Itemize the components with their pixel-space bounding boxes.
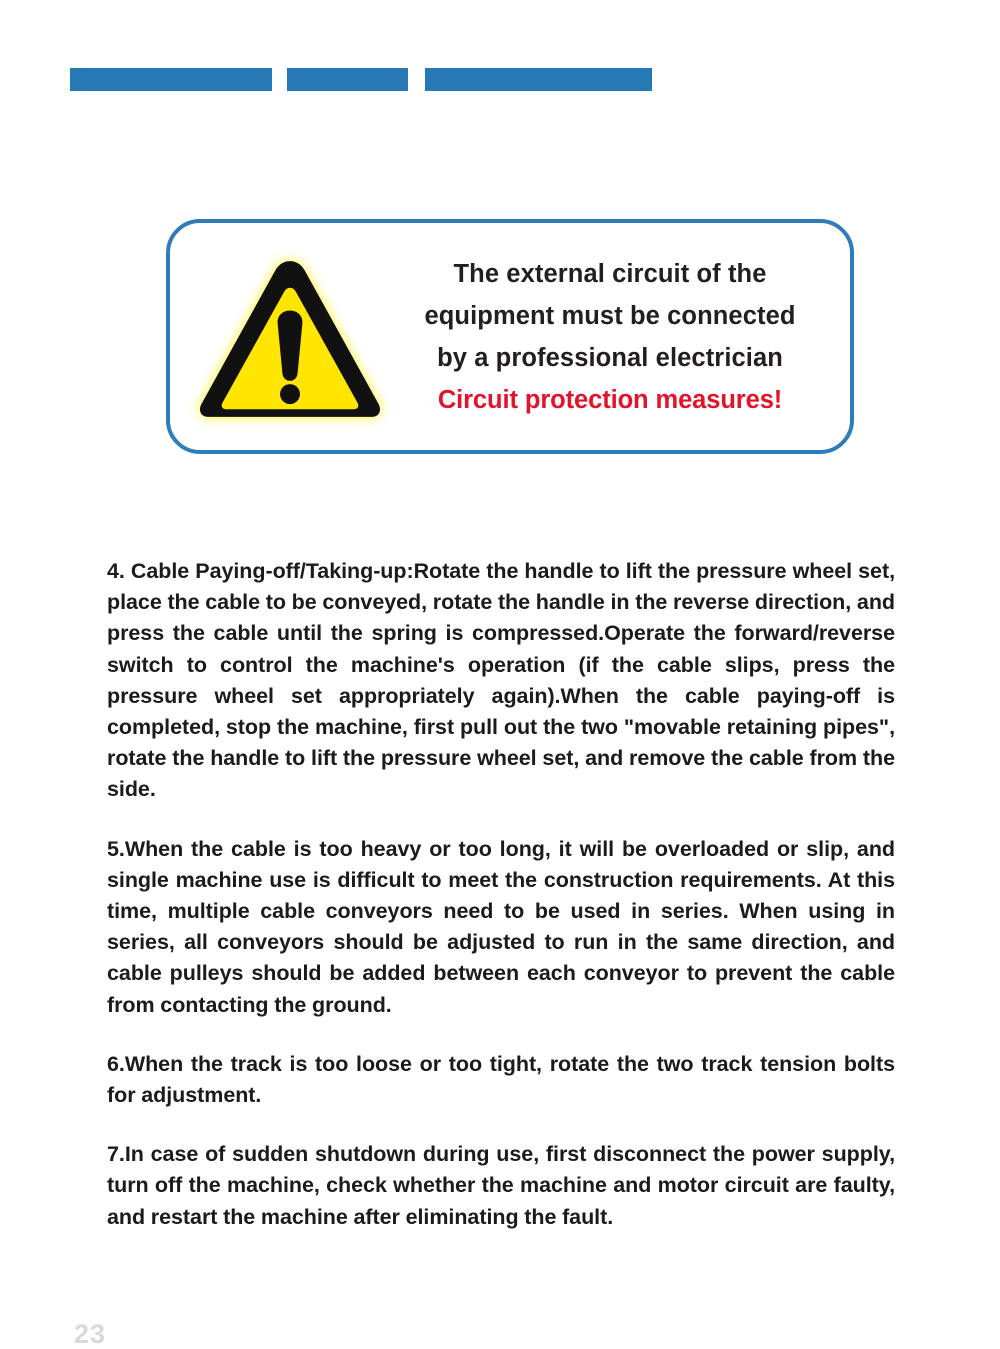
- header-bar-3: [425, 68, 652, 91]
- header-bar-2: [287, 68, 408, 91]
- paragraph-step-4: 4. Cable Paying-off/Taking-up:Rotate the handle to lift the pressure wheel set, place the cable to be conveyed, rotate the handle in the reverse direction, and press the cable until the spring is compressed.Operate the forward/reverse switch to control the machine's operation (if the cable slips, press the pressure wheel set appropriately again).When the cable paying-off is completed, stop the machine, first pull out the two "movable retaining pipes", rotate the handle to lift the pressure wheel set, and remove the cable from the side.: [107, 559, 895, 802]
- warning-line-2: equipment must be connected: [424, 301, 796, 330]
- page-number: 23: [74, 1319, 107, 1349]
- warning-line-3: by a professional electrician: [437, 343, 783, 372]
- paragraph-step-5: 5.When the cable is too heavy or too long, it will be overloaded or slip, and single machine use is difficult to meet the construction requirements. At this time, multiple cable conveyors need to be used in series. When using in series, all conveyors should be adjusted to run in the same direction, and cable pulleys should be added between each conveyor to prevent the cable from contacting the ground.: [107, 836, 895, 1017]
- header-bar-1: [70, 68, 272, 91]
- header-decorative-bars: [0, 68, 1000, 94]
- warning-callout-box: [166, 219, 854, 454]
- warning-line-1: The external circuit of the: [453, 259, 767, 288]
- warning-alert-line: Circuit protection measures!: [437, 385, 783, 414]
- warning-triangle-exclamation-icon: [192, 251, 388, 427]
- warning-text-block: [388, 253, 836, 421]
- paragraph-step-6: 6.When the track is too loose or too tight, rotate the two track tension bolts for adjustment.: [107, 1051, 895, 1108]
- paragraph-step-7: 7.In case of sudden shutdown during use, first disconnect the power supply, turn off the machine, check whether the machine and motor circuit are faulty, and restart the machine after eliminating the fault.: [107, 1142, 895, 1229]
- instructions-content: [107, 556, 895, 1233]
